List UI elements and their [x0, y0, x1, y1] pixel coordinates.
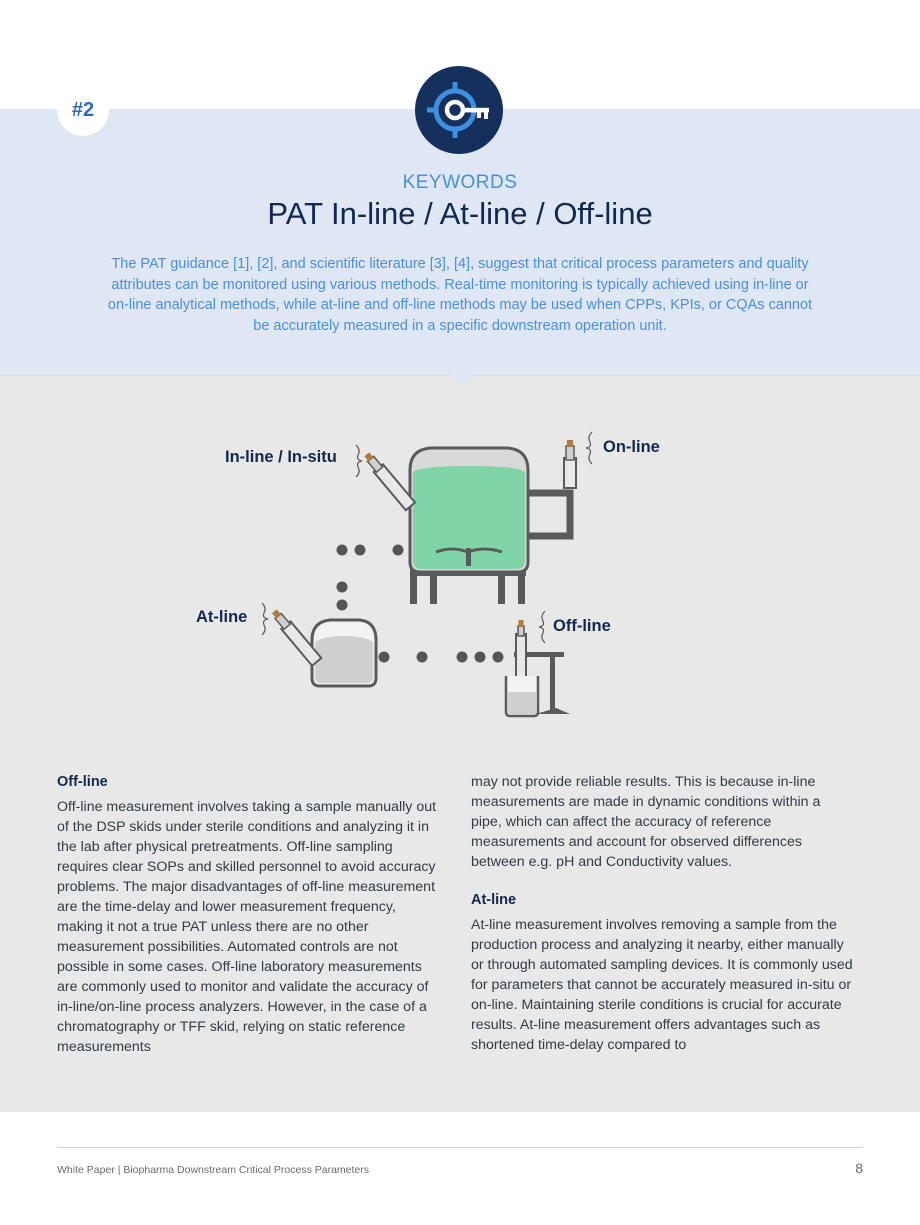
offline-continuation: may not provide reliable results. This is because in-line measurements are made in dynamic conditions within a pipe, which can affect the accuracy of reference measurements and account for observed differences between e.g. pH and Conductivity values.	[471, 774, 821, 870]
right-column	[471, 772, 855, 1055]
page-number: 8	[855, 1160, 863, 1176]
measurement-diagram-graphic	[0, 376, 920, 736]
offline-label: Off-line	[553, 617, 611, 635]
offline-beaker	[506, 676, 538, 716]
target-key-icon	[415, 66, 503, 154]
section-number-badge: #2	[57, 84, 109, 136]
online-sensor	[564, 440, 576, 488]
offline-heading: Off-line	[57, 774, 108, 790]
online-bypass-pipe	[527, 493, 570, 536]
atline-vessel	[312, 620, 376, 686]
online-label: On-line	[603, 438, 660, 456]
main-tank	[410, 448, 528, 572]
inline-label: In-line / In-situ	[225, 448, 337, 466]
atline-heading: At-line	[471, 892, 517, 908]
offline-body: Off-line measurement involves taking a sample manually out of the DSP skids under sterile conditions and analyzing it in the lab after physical pretreatments. Off-line sampling requires clear SOPs and skilled personnel to avoid accuracy problems. The major disadvantages of off-line measurement are the time-delay and lower measurement frequency, making it not a true PAT unless there are no other measurement possibilities. Automated controls are not possible in some cases. Off-line laboratory measurements are commonly used to monitor and validate the accuracy of in-line/on-line process analyzers. However, in the case of a chromatography or TFF skid, relying on static reference measurements	[57, 799, 437, 1055]
atline-body: At-line measurement involves removing a sample from the production process and analyzing it nearby, either manually or through automated sampling devices. It is commonly used for parameters that cannot be accurately measured in-situ or on-line. Maintaining sterile conditions is crucial for accurate results. At-line measurement offers advantages such as shortened time-delay compared to	[471, 917, 853, 1053]
inline-probe	[362, 450, 415, 510]
left-column	[57, 772, 441, 1057]
page-title: PAT In-line / At-line / Off-line	[267, 196, 653, 231]
offline-probe	[516, 620, 526, 684]
section-kicker: KEYWORDS	[402, 172, 518, 193]
footer-text: White Paper | Biopharma Downstream Critical Process Parameters	[57, 1164, 370, 1176]
atline-label: At-line	[196, 608, 248, 626]
measurement-diagram	[0, 376, 920, 736]
footer-divider	[57, 1147, 863, 1148]
intro-paragraph: The PAT guidance [1], [2], and scientific literature [3], [4], suggest that critical process parameters and quality attributes can be monitored using various methods. Real-time monitoring is typically achieved using in-line or on-line analytical methods, while at-line and off-line methods may be used when CPPs, KPIs, or CQAs cannot be accurately measured in a specific downstream operation unit.	[107, 256, 813, 334]
